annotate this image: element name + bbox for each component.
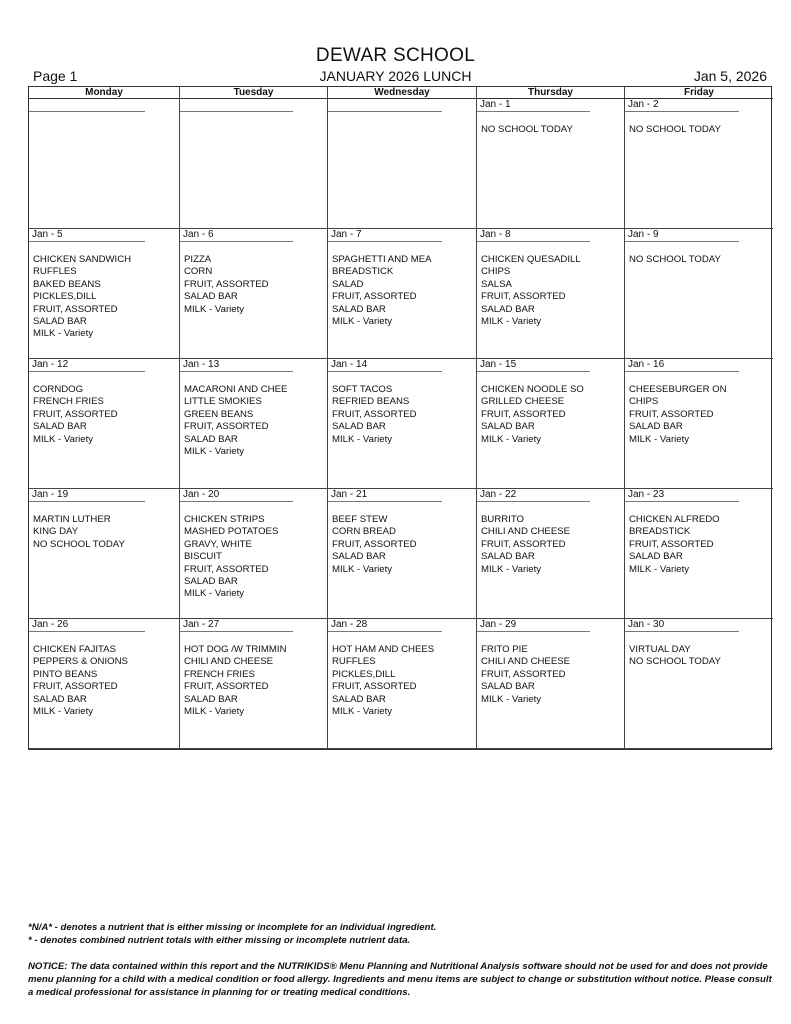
page-number: Page 1	[33, 68, 78, 84]
menu-item: SALAD BAR	[184, 291, 238, 303]
menu-item: FRUIT, ASSORTED	[332, 291, 417, 303]
cell-date: Jan - 20	[180, 489, 293, 502]
day-cell	[29, 489, 180, 619]
menu-item: MILK - Variety	[33, 433, 94, 445]
menu-item: SALAD BAR	[184, 575, 238, 587]
day-cell	[180, 99, 328, 229]
menu-item: VIRTUAL DAY	[629, 644, 691, 655]
cell-date: Jan - 26	[29, 619, 145, 632]
menu-item: SALAD BAR	[481, 681, 535, 693]
menu-item: FRUIT, ASSORTED	[629, 538, 714, 550]
menu-item-list	[477, 112, 624, 136]
menu-item: FRUIT, ASSORTED	[332, 538, 417, 550]
menu-item: MASHED POTATOES	[184, 526, 279, 538]
menu-item: SALAD BAR	[33, 315, 87, 327]
menu-item: FRUIT, ASSORTED	[184, 278, 269, 290]
menu-item: MARTIN LUTHER	[33, 514, 111, 525]
cell-date: Jan - 21	[328, 489, 442, 502]
menu-item: MILK - Variety	[481, 563, 542, 575]
footnote-na: *N/A* - denotes a nutrient that is either missing or incomplete for an individual ingredient.	[28, 922, 437, 933]
menu-item: SALAD BAR	[629, 421, 683, 433]
cell-date: Jan - 9	[625, 229, 739, 242]
notice-text: NOTICE: The data contained within this report and the NUTRIKIDS® Menu Planning and Nutritional Analysis software should not be used for and does not provide menu planning for a child with a medical condition or food allergy. Ingredients and menu items are subject to change or substitution without notice. Please consult a medical professional for assistance in planning for or treating medical conditions.	[28, 961, 772, 998]
menu-item: LITTLE SMOKIES	[184, 396, 262, 408]
cell-date: Jan - 23	[625, 489, 739, 502]
footnote-combined: * - denotes combined nutrient totals with either missing or incomplete nutrient data.	[28, 935, 411, 946]
menu-item-list	[625, 502, 773, 576]
menu-item: CHICKEN SANDWICH	[33, 254, 132, 265]
menu-item: NO SCHOOL TODAY	[629, 656, 721, 668]
menu-item: BISCUIT	[184, 551, 222, 563]
cell-date	[180, 99, 293, 112]
menu-item: SOFT TACOS	[332, 384, 393, 395]
menu-item-list	[477, 242, 624, 328]
day-cell	[328, 99, 477, 229]
menu-item: MILK - Variety	[33, 328, 94, 340]
menu-item: SALAD BAR	[332, 303, 386, 315]
menu-item: BREADSTICK	[332, 266, 394, 278]
menu-item: PICKLES,DILL	[33, 291, 97, 303]
menu-item: CHICKEN STRIPS	[184, 514, 265, 525]
menu-item: PINTO BEANS	[33, 668, 98, 680]
menu-item: FRUIT, ASSORTED	[481, 291, 566, 303]
menu-item: MILK - Variety	[481, 315, 542, 327]
menu-item-list	[29, 632, 179, 718]
day-header-monday: Monday	[29, 87, 180, 99]
menu-item-list	[29, 242, 179, 341]
day-header-wednesday: Wednesday	[328, 87, 477, 99]
menu-item-list	[328, 372, 476, 446]
menu-item: MILK - Variety	[332, 563, 393, 575]
cell-date: Jan - 6	[180, 229, 293, 242]
menu-item: SALAD BAR	[332, 551, 386, 563]
menu-item: CHICKEN ALFREDO	[629, 514, 720, 525]
day-cell	[180, 359, 328, 489]
menu-item: CHEESEBURGER ON	[629, 384, 727, 395]
day-cell	[625, 229, 773, 359]
menu-item: SALAD BAR	[332, 421, 386, 433]
menu-item: SALAD BAR	[481, 421, 535, 433]
menu-item: PIZZA	[184, 254, 212, 265]
menu-item: NO SCHOOL TODAY	[33, 538, 125, 550]
day-cell	[29, 359, 180, 489]
menu-item: NO SCHOOL TODAY	[629, 254, 721, 265]
day-cell	[180, 619, 328, 749]
menu-item: GRAVY, WHITE	[184, 538, 252, 550]
day-cell	[625, 99, 773, 229]
menu-item: BEEF STEW	[332, 514, 388, 525]
menu-item: BURRITO	[481, 514, 524, 525]
menu-item: CHICKEN QUESADILL	[481, 254, 581, 265]
menu-item: PICKLES,DILL	[332, 668, 396, 680]
menu-item: SALAD BAR	[481, 551, 535, 563]
day-cell	[29, 229, 180, 359]
menu-item-list	[328, 502, 476, 576]
menu-item: CORNDOG	[33, 384, 84, 395]
menu-item-list	[477, 502, 624, 576]
menu-item-list	[477, 632, 624, 706]
menu-item: MILK - Variety	[629, 433, 690, 445]
cell-date: Jan - 7	[328, 229, 442, 242]
menu-item: FRUIT, ASSORTED	[481, 538, 566, 550]
menu-item-list	[625, 632, 773, 669]
day-cell	[477, 619, 625, 749]
menu-item: FRUIT, ASSORTED	[332, 681, 417, 693]
menu-item-list	[328, 112, 476, 124]
menu-item: GRILLED CHEESE	[481, 396, 565, 408]
menu-item: FRUIT, ASSORTED	[184, 421, 269, 433]
menu-item: FRENCH FRIES	[184, 668, 255, 680]
menu-item-list	[625, 242, 773, 266]
cell-date: Jan - 1	[477, 99, 590, 112]
menu-item: CHILI AND CHEESE	[481, 656, 571, 668]
cell-date: Jan - 29	[477, 619, 590, 632]
menu-item: SALAD BAR	[184, 433, 238, 445]
menu-item-list	[180, 112, 327, 124]
menu-item: FRUIT, ASSORTED	[33, 408, 118, 420]
menu-item: MILK - Variety	[481, 433, 542, 445]
cell-date: Jan - 28	[328, 619, 442, 632]
menu-item-list	[328, 632, 476, 718]
menu-item: SALAD BAR	[332, 693, 386, 705]
menu-item: SALAD	[332, 278, 364, 290]
cell-date: Jan - 30	[625, 619, 739, 632]
menu-item: SALAD BAR	[184, 693, 238, 705]
menu-item: FRUIT, ASSORTED	[33, 681, 118, 693]
cell-date	[29, 99, 145, 112]
day-cell	[477, 229, 625, 359]
day-cell	[328, 489, 477, 619]
menu-item: CORN	[184, 266, 213, 278]
day-cell	[29, 619, 180, 749]
cell-date: Jan - 14	[328, 359, 442, 372]
menu-item: FRUIT, ASSORTED	[332, 408, 417, 420]
menu-item-list	[29, 372, 179, 446]
menu-item-list	[29, 502, 179, 551]
day-cell	[328, 619, 477, 749]
menu-item-list	[477, 372, 624, 446]
day-cell	[477, 489, 625, 619]
menu-item: FRITO PIE	[481, 644, 528, 655]
menu-item: MILK - Variety	[184, 303, 245, 315]
cell-date: Jan - 22	[477, 489, 590, 502]
cell-date: Jan - 5	[29, 229, 145, 242]
menu-item: MILK - Variety	[629, 563, 690, 575]
school-title: DEWAR SCHOOL	[315, 45, 476, 66]
menu-item: KING DAY	[33, 526, 79, 538]
menu-item: BREADSTICK	[629, 526, 691, 538]
cell-date: Jan - 15	[477, 359, 590, 372]
menu-item-list	[180, 372, 327, 458]
menu-item: FRUIT, ASSORTED	[481, 408, 566, 420]
menu-item: CORN BREAD	[332, 526, 396, 538]
menu-item: MILK - Variety	[332, 705, 393, 717]
menu-item: MILK - Variety	[184, 705, 245, 717]
menu-item-list	[180, 502, 327, 601]
menu-item: FRENCH FRIES	[33, 396, 104, 408]
day-header-tuesday: Tuesday	[180, 87, 328, 99]
menu-item: CHICKEN FAJITAS	[33, 644, 116, 655]
menu-item: HOT DOG /W TRIMMIN	[184, 644, 287, 655]
menu-item: RUFFLES	[33, 266, 77, 278]
menu-item: CHILI AND CHEESE	[184, 656, 274, 668]
cell-date: Jan - 2	[625, 99, 739, 112]
menu-item-list	[625, 112, 773, 136]
menu-item: NO SCHOOL TODAY	[481, 124, 573, 135]
menu-item: CHIPS	[629, 396, 659, 408]
menu-item: MILK - Variety	[332, 315, 393, 327]
report-date: Jan 5, 2026	[693, 68, 767, 84]
menu-item: SALAD BAR	[33, 693, 87, 705]
menu-item-list	[29, 112, 179, 124]
day-cell	[625, 359, 773, 489]
menu-item: REFRIED BEANS	[332, 396, 410, 408]
menu-item: MILK - Variety	[481, 693, 542, 705]
menu-item: FRUIT, ASSORTED	[184, 563, 269, 575]
day-cell	[180, 229, 328, 359]
menu-calendar	[28, 86, 772, 750]
cell-date: Jan - 19	[29, 489, 145, 502]
day-cell	[180, 489, 328, 619]
cell-date: Jan - 27	[180, 619, 293, 632]
menu-item: MILK - Variety	[33, 705, 94, 717]
menu-item: RUFFLES	[332, 656, 376, 668]
menu-item-list	[180, 632, 327, 718]
day-cell	[477, 99, 625, 229]
day-cell	[477, 359, 625, 489]
cell-date: Jan - 12	[29, 359, 145, 372]
cell-date	[328, 99, 442, 112]
menu-item: MACARONI AND CHEE	[184, 384, 288, 395]
menu-item-list	[180, 242, 327, 316]
menu-item: MILK - Variety	[184, 445, 245, 457]
menu-item: CHILI AND CHEESE	[481, 526, 571, 538]
menu-item: CHICKEN NOODLE SO	[481, 384, 584, 395]
menu-item: SALSA	[481, 278, 512, 290]
menu-item: PEPPERS & ONIONS	[33, 656, 128, 668]
cell-date: Jan - 13	[180, 359, 293, 372]
menu-item: GREEN BEANS	[184, 408, 254, 420]
menu-item: NO SCHOOL TODAY	[629, 124, 721, 135]
day-header-friday: Friday	[625, 87, 773, 99]
menu-item: MILK - Variety	[184, 588, 245, 600]
menu-item: FRUIT, ASSORTED	[629, 408, 714, 420]
menu-item: MILK - Variety	[332, 433, 393, 445]
menu-item: FRUIT, ASSORTED	[481, 668, 566, 680]
menu-item: SALAD BAR	[33, 421, 87, 433]
menu-item: CHIPS	[481, 266, 511, 278]
day-cell	[29, 99, 180, 229]
day-cell	[625, 619, 773, 749]
menu-item: FRUIT, ASSORTED	[33, 303, 118, 315]
day-cell	[625, 489, 773, 619]
menu-subtitle: JANUARY 2026 LUNCH	[319, 68, 472, 84]
cell-date: Jan - 8	[477, 229, 590, 242]
day-cell	[328, 359, 477, 489]
cell-date: Jan - 16	[625, 359, 739, 372]
menu-item: HOT HAM AND CHEES	[332, 644, 435, 655]
menu-item-list	[328, 242, 476, 328]
day-cell	[328, 229, 477, 359]
menu-item-list	[625, 372, 773, 446]
menu-item: SPAGHETTI AND MEA	[332, 254, 432, 265]
day-header-thursday: Thursday	[477, 87, 625, 99]
menu-item: BAKED BEANS	[33, 278, 101, 290]
menu-item: SALAD BAR	[481, 303, 535, 315]
menu-item: FRUIT, ASSORTED	[184, 681, 269, 693]
menu-item: SALAD BAR	[629, 551, 683, 563]
